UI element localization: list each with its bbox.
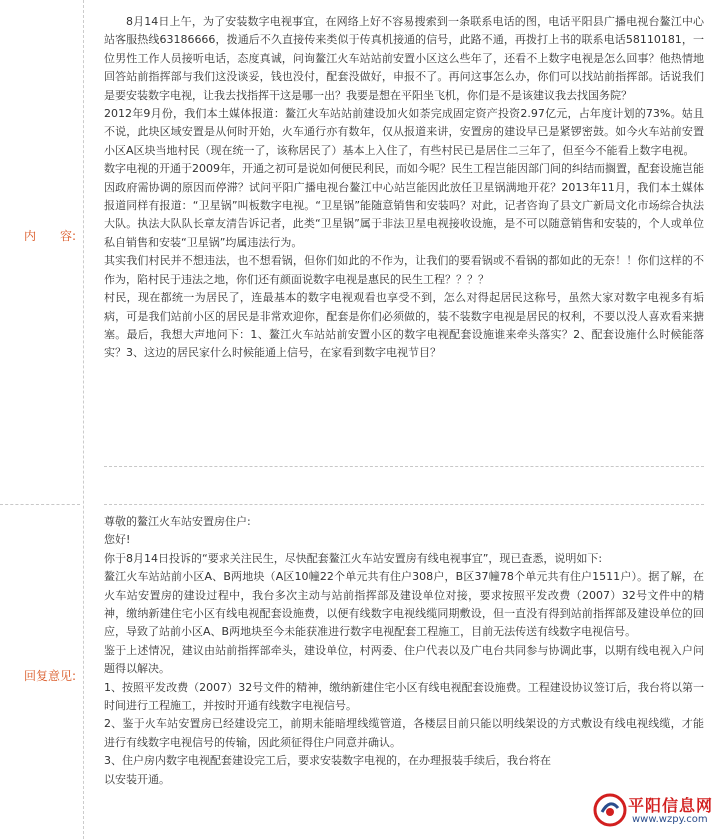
content-label: 内 容: xyxy=(23,229,77,243)
site-watermark xyxy=(592,790,714,836)
column-divider-line xyxy=(83,0,84,839)
watermark-title: 平阳信息网 xyxy=(628,796,714,815)
reply-paragraph: 鳌江火车站站前小区A、B两地块（A区10幢22个单元共有住户308户，B区37幢78个单元共有住户1511户）。据了解，在火车站安置房的建设过程中，我台多次主动与站前指挥部及建设单位对接，要求按照平发改费（2007）32号文件中的精神，缴纳新建住宅小区有线电视配套设施费，以便有线数字电视线缆同期敷设，但一直没有得到站前指挥部及建设单位的回应，导致了站前小区A、B两地块至今未能获准进行数字电视配套工程施工，目前无法传送有线数字电视信号。 xyxy=(104,570,704,639)
reply-paragraph: 3、住户房内数字电视配套建设完工后，要求安装数字电视的，在办理报装手续后，我台将在 xyxy=(104,754,551,768)
complaint-paragraph: 2012年9月份，我们本土媒体报道：鳌江火车站站前建设加火如荼完成固定资产投资2.97亿元，占年度计划的73%。姑且不说，此块区域安置是从何时开始，火车通行亦有数年，仅从报道来讲，安置房的建设早已是紧锣密鼓。如今火车站前安置小区A区块当地村民（现在统一了，该称居民了）基本上入住了，有些村民已是居住二三年了，但至今不能看上数字电视。 xyxy=(104,107,704,157)
complaint-paragraph: 其实我们村民并不想违法，也不想看锅，但你们如此的不作为，让我们的要看锅或不看锅的都如此的无奈！！你们这样的不作为，陷村民于违法之地，你们还有颜面说数字电视是惠民的民生工程？？？？ xyxy=(104,254,704,286)
complaint-paragraph: 数字电视的开通于2009年，开通之初可是说如何便民利民，而如今呢？民生工程岂能因部门间的纠结而搁置，配套设施岂能因政府需协调的原因而停滞？试问平阳广播电视台鳌江中心站岂能因此放任卫星锅满地开花？2013年11月，我们本土媒体报道同样有报道：“卫星锅”叫板数字电视。“卫星锅”能随意销售和安装吗？对此，记者咨询了县文广新局文化市场综合执法大队。执法大队队长章友清告诉记者，此类“卫星锅”属于非法卫星电视接收设施，是不可以随意销售和安装的，个人或单位私自销售和安装“卫星锅”均属违法行为。 xyxy=(104,162,704,249)
complaint-content xyxy=(104,13,704,363)
reply-paragraph: 2、鉴于火车站安置房已经建设完工，前期未能暗埋线缆管道，各楼层目前只能以明线架设的方式敷设有线电视线缆，才能进行有线数字电视信号的传输，因此须征得住户同意并确认。 xyxy=(104,717,704,749)
reply-paragraph: 鉴于上述情况，建议由站前指挥部牵头，建设单位，村两委、住户代表以及广电台共同参与协调此事，以期有线电视入户问题得以解决。 xyxy=(104,643,704,676)
reply-hello: 您好! xyxy=(104,533,131,547)
reply-paragraph: 1、按照平发改费（2007）32号文件的精神，缴纳新建住宅小区有线电视配套设施费。工程建设协议签订后，我台将以第一时间进行工程施工，并按时开通有线数字电视信号。 xyxy=(104,680,704,713)
content-divider xyxy=(104,466,704,467)
section-separator xyxy=(0,504,80,505)
reply-greeting: 尊敬的鳌江火车站安置房住户: xyxy=(104,515,251,528)
complaint-paragraph: 8月14日上午，为了安装数字电视事宜，在网络上好不容易搜索到一条联系电话的图，电话平阳县广播电视台鳌江中心站客服热线63186666，拨通后不久直接传来类似于传真机接通的信号，此路不通，再拨打上书的联系电话58110181，一位男性工作人员接听电话，态度真诚，问询鳌江火车站站前安置小区这么些年了，还看不上数字电视是怎么回事？他热情地回答站前指挥部与我们这没谈妥，钱也没付，配套没做好，申报不了。再问这事怎么办，你们可以找站前指挥部。话说我们是要安装数字电视，让我去找指挥干这是哪一出？我要是想在平阳坐飞机，你们是不是该建议我去找国务院？ xyxy=(104,15,704,102)
watermark-url: www.wzpy.com xyxy=(632,814,708,825)
reply-content xyxy=(104,513,704,789)
reply-paragraph: 你于8月14日投诉的“要求关注民生，尽快配套鳌江火车站安置房有线电视事宜”，现已查悉，说明如下: xyxy=(104,551,603,565)
section-separator-right xyxy=(104,504,704,505)
reply-label: 回复意见: xyxy=(23,669,77,683)
complaint-paragraph: 村民，现在都统一为居民了，连最基本的数字电视观看也享受不到，怎么对得起居民这称号，虽然大家对数字电视多有垢病，可是我们站前小区的居民是非常欢迎你，配套是你们必须做的，装不装数字电视是居民的权利，不要以没人喜欢看来搪塞。最后，我想大声地问下：1、鳌江火车站站前安置小区的数字电视配套设施谁来牵头落实？2、配套设施什么时候能落实？3、这边的居民家什么时候能通上信号，在家看到数字电视节目？ xyxy=(104,291,704,360)
reply-paragraph: 以安装开通。 xyxy=(104,772,170,786)
logo-icon xyxy=(592,792,628,828)
